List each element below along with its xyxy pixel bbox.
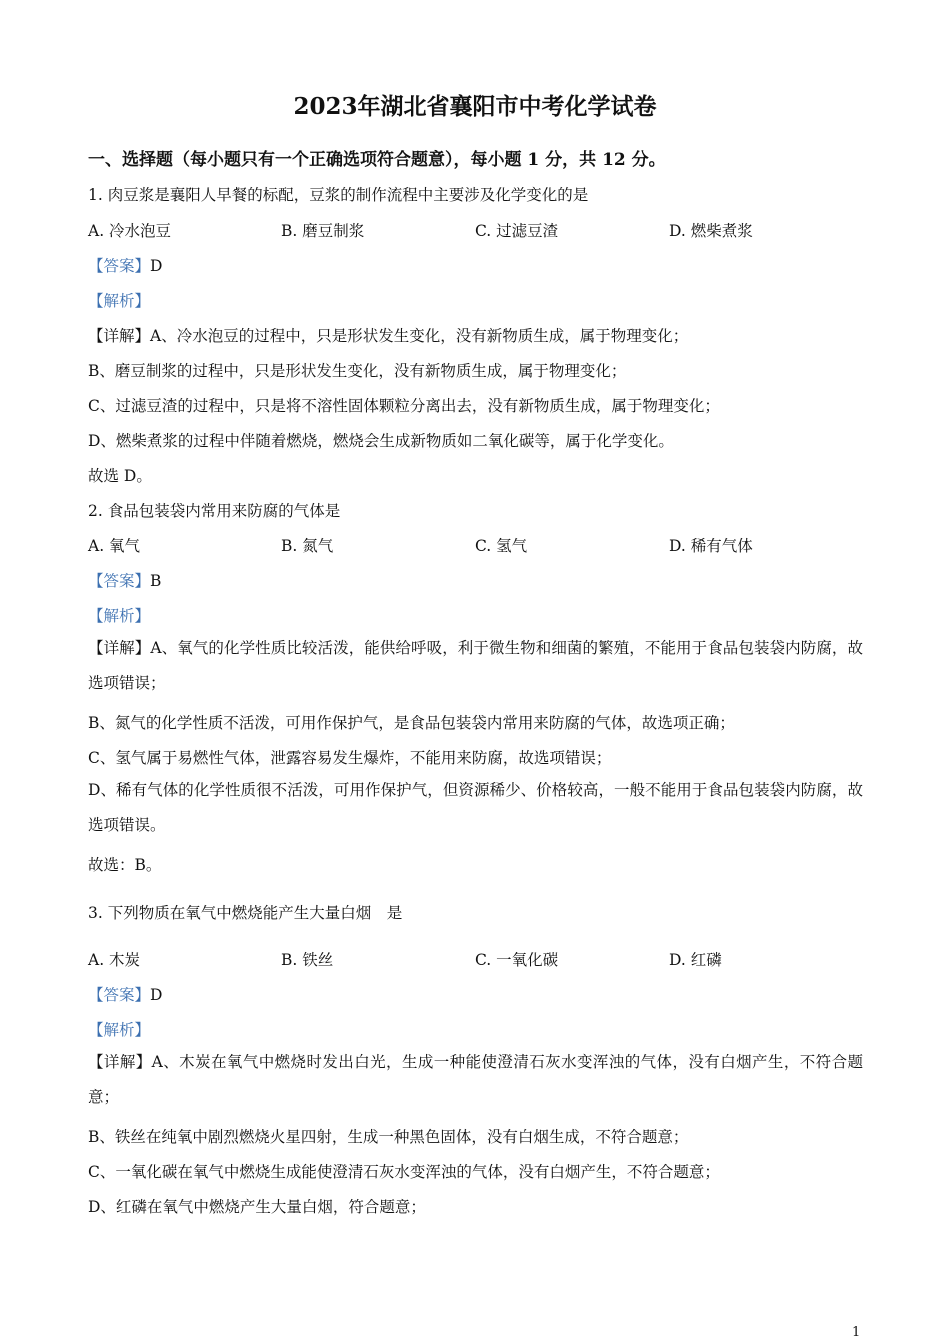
q3-answer xyxy=(88,983,863,1005)
q3-detail-d: D、红磷在氧气中燃烧产生大量白烟，符合题意； xyxy=(88,1198,426,1216)
q1-option-a: A. 冷水泡豆 xyxy=(88,222,172,240)
q2-option-a: A. 氧气 xyxy=(88,537,141,555)
page-number: 1 xyxy=(852,1325,861,1340)
q2-option-b: B. 氮气 xyxy=(281,537,334,555)
q1-option-c: C. 过滤豆渣 xyxy=(475,222,559,240)
answer-tag: 【答案】 xyxy=(88,257,151,275)
q2-conclusion: 故选：B。 xyxy=(88,856,162,874)
q2-stem: 2. 食品包装袋内常用来防腐的气体是 xyxy=(88,502,341,520)
q1-answer-value: D xyxy=(150,257,163,275)
q1-detail-c: C、过滤豆渣的过程中，只是将不溶性固体颗粒分离出去，没有新物质生成，属于物理变化； xyxy=(88,397,720,415)
q1-conclusion: 故选 D。 xyxy=(88,467,152,485)
q3-detail-c: C、一氧化碳在氧气中燃烧生成能使澄清石灰水变浑浊的气体，没有白烟产生，不符合题意； xyxy=(88,1163,720,1181)
q3-option-b: B. 铁丝 xyxy=(281,951,334,969)
q2-answer-value: B xyxy=(150,572,162,590)
q2-detail-b: B、氮气的化学性质不活泼，可用作保护气，是食品包装袋内常用来防腐的气体，故选项正确； xyxy=(88,714,735,732)
q2-option-c: C. 氢气 xyxy=(475,537,528,555)
q1-analysis-tag xyxy=(88,289,863,311)
q1-detail-a: 【详解】A、冷水泡豆的过程中，只是形状发生变化，没有新物质生成，属于物理变化； xyxy=(88,327,689,345)
q1-answer xyxy=(88,254,863,276)
q1-option-d: D. 燃柴煮浆 xyxy=(669,222,753,240)
q1-detail-b: B、磨豆制浆的过程中，只是形状发生变化，没有新物质生成，属于物理变化； xyxy=(88,362,627,380)
answer-tag: 【答案】 xyxy=(88,572,151,590)
q3-option-d: D. 红磷 xyxy=(669,951,722,969)
detail-tag: 【详解】 xyxy=(88,639,151,657)
q1-detail-d: D、燃柴煮浆的过程中伴随着燃烧，燃烧会生成新物质如二氧化碳等，属于化学变化。 xyxy=(88,432,674,450)
document-title: 2023年湖北省襄阳市中考化学试卷 xyxy=(293,93,657,120)
q2-option-d: D. 稀有气体 xyxy=(669,537,753,555)
q3-stem: 3. 下列物质在氧气中燃烧能产生大量白烟 是 xyxy=(88,904,403,922)
q3-option-c: C. 一氧化碳 xyxy=(475,951,559,969)
analysis-tag: 【解析】 xyxy=(88,292,151,310)
q3-detail-a: 【详解】A、木炭在氧气中燃烧时发出白光，生成一种能使澄清石灰水变浑浊的气体，没有白烟产生，不符合题意； xyxy=(88,1053,863,1106)
analysis-tag: 【解析】 xyxy=(88,607,151,625)
q2-detail-d: D、稀有气体的化学性质很不活泼，可用作保护气，但资源稀少、价格较高，一般不能用于食品包装袋内防腐，故选项错误。 xyxy=(88,781,863,834)
q2-analysis-tag xyxy=(88,604,863,626)
q2-detail-a: 【详解】A、氧气的化学性质比较活泼，能供给呼吸，利于微生物和细菌的繁殖，不能用于食品包装袋内防腐，故选项错误； xyxy=(88,639,863,692)
detail-tag: 【详解】 xyxy=(88,327,151,345)
analysis-tag: 【解析】 xyxy=(88,1021,151,1039)
section-heading: 一、选择题（每小题只有一个正确选项符合题意），每小题 1 分，共 12 分。 xyxy=(88,150,666,170)
q3-answer-value: D xyxy=(150,986,163,1004)
detail-tag: 【详解】 xyxy=(88,1053,152,1071)
answer-tag: 【答案】 xyxy=(88,986,151,1004)
q2-answer xyxy=(88,569,863,591)
q3-analysis-tag xyxy=(88,1018,863,1040)
q3-detail-b: B、铁丝在纯氧中剧烈燃烧火星四射，生成一种黑色固体，没有白烟生成，不符合题意； xyxy=(88,1128,689,1146)
q1-stem: 1. 肉豆浆是襄阳人早餐的标配，豆浆的制作流程中主要涉及化学变化的是 xyxy=(88,186,589,204)
q2-detail-c: C、氢气属于易燃性气体，泄露容易发生爆炸，不能用来防腐，故选项错误； xyxy=(88,749,612,767)
q3-option-a: A. 木炭 xyxy=(88,951,141,969)
q1-option-b: B. 磨豆制浆 xyxy=(281,222,365,240)
